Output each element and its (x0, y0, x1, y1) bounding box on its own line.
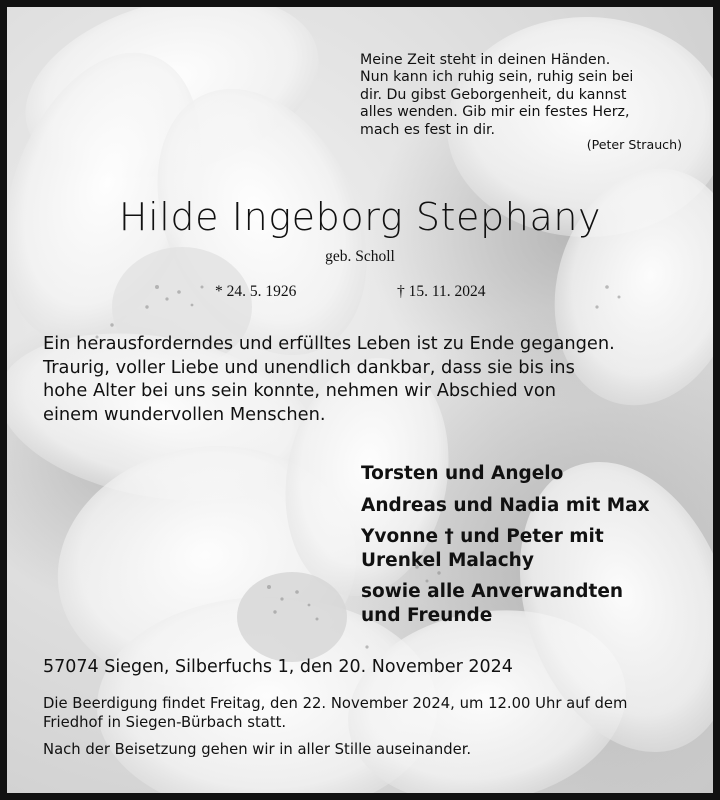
poem-line: alles wenden. Gib mir ein festes Herz, (360, 104, 630, 121)
mourner-line: Andreas und Nadia mit Max (361, 494, 650, 516)
mourners-list (361, 462, 650, 627)
announcement-line: hohe Alter bei uns sein konnte, nehmen wir Abschied von (43, 380, 556, 401)
mourner-line: Urenkel Malachy (361, 549, 534, 571)
mourner-line: sowie alle Anverwandten (361, 581, 624, 602)
poem-line: Meine Zeit steht in deinen Händen. (360, 52, 611, 68)
funeral-info (43, 695, 688, 732)
poem-line: Nun kann ich ruhig sein, ruhig sein bei (360, 69, 634, 86)
mourner-line: und Freunde (361, 604, 493, 626)
announcement-line: Ein herausforderndes und erfülltes Leben ist zu Ende gegangen. (43, 333, 615, 354)
poem-line: dir. Du gibst Geborgenheit, du kannst (360, 86, 627, 103)
birth-date: * 24. 5. 1926 (215, 283, 297, 300)
maiden-name: geb. Scholl (325, 248, 395, 265)
poem-author: (Peter Strauch) (586, 137, 682, 152)
notice-content (7, 7, 713, 793)
deceased-name: Hilde Ingeborg Stephany (118, 195, 602, 239)
announcement-line: einem wundervollen Menschen. (43, 403, 326, 425)
mourner-line: Torsten und Angelo (361, 463, 564, 484)
funeral-info-line: Friedhof in Siegen-Bürbach statt. (43, 713, 287, 731)
poem-line: mach es fest in dir. (360, 121, 496, 138)
mourner-line: Yvonne † und Peter mit (361, 526, 604, 547)
announcement-text (43, 332, 681, 426)
funeral-info-line: Die Beerdigung findet Freitag, den 22. November 2024, um 12.00 Uhr auf dem (43, 695, 628, 712)
announcement-line: Traurig, voller Liebe und unendlich dankbar, dass sie bis ins (43, 356, 575, 378)
closing-note: Nach der Beisetzung gehen wir in aller Stille auseinander. (43, 741, 472, 758)
place-and-date: 57074 Siegen, Silberfuchs 1, den 20. November 2024 (43, 657, 513, 677)
death-date: † 15. 11. 2024 (397, 283, 486, 300)
poem (360, 52, 682, 139)
